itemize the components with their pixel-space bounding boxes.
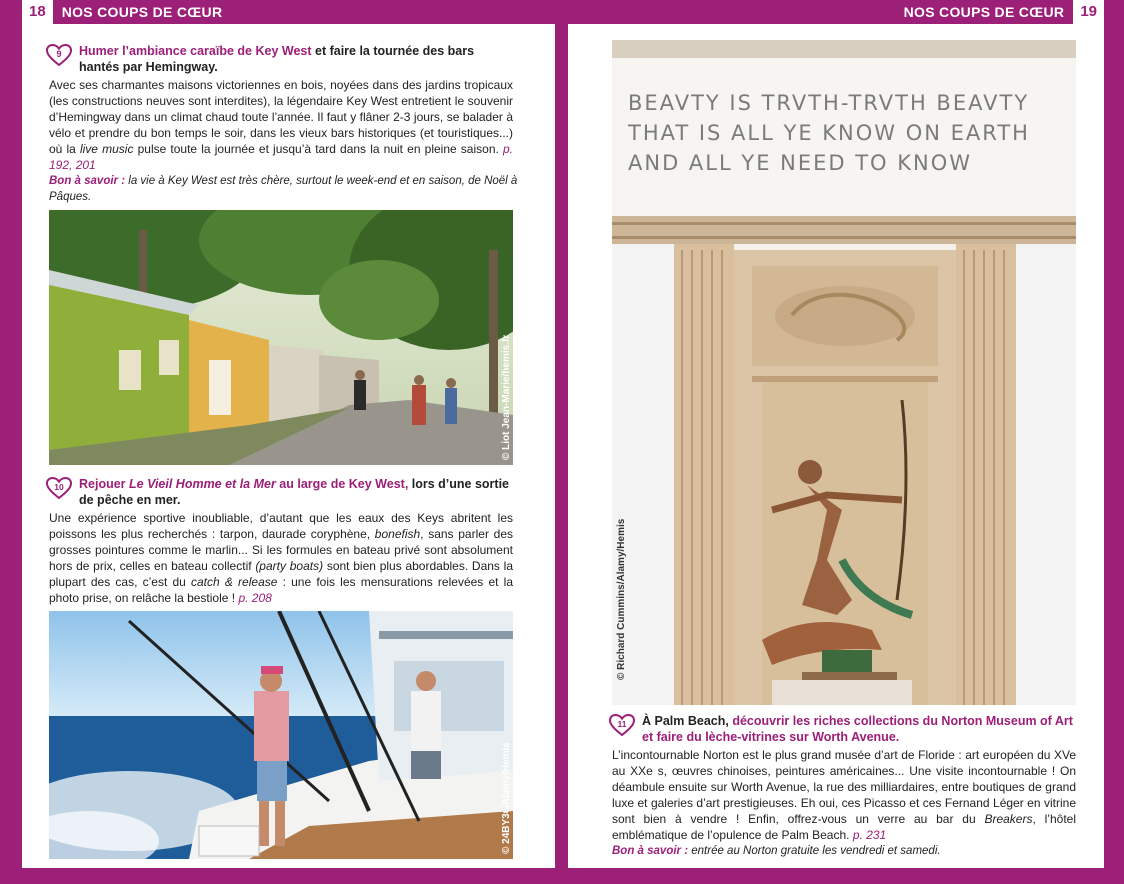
fishing-boat-photo [49, 611, 513, 859]
photo-credit: © Liot Jean-Marie/hemis.fr [501, 334, 512, 460]
item-10 [46, 476, 514, 508]
heart-number-icon [609, 714, 635, 736]
norton-museum-facade-photo [612, 40, 1076, 705]
item-body: Une expérience sportive inoubliable, d’autant que les eaux des Keys abritent les poissons les plus recherchés : tarpon, daurade coryphène, bonefish, sans parler des grosses pointures comme le marlin... Si les formules en bateau privé sont absolument hors de prix, celles en bateau collectif (party boats) sont bien plus abordables. Dans la plupart des cas, c’est du catch & release : une fois les mensurations relevées et la photo prise, on relâche la bestiole ! p. 208 [49, 511, 514, 605]
museum-inscription: BEAVTY IS TRVTH-TRVTH BEAVTY THAT IS ALL YE KNOW ON EARTH AND ALL YE NEED TO KNOW [628, 91, 1030, 175]
item-body: Avec ses charmantes maisons victoriennes en bois, noyées dans des jardins tropicaux (les constructions neuves sont interdites), la légendaire Key West entretient le souvenir d’Hemingway dans un climat chaud toute l’année. Il faut y flâner 2-3 jours, se balader à vélo et prendre du bon temps le soir, dans les vieux bars historiques (et touristiques...) où la live music pulse toute la journée et jusqu’à tard dans la nuit en pleine saison. p. 192, 201 [49, 78, 513, 172]
photo-credit: © Richard Cummins/Alamy/Hemis [616, 518, 627, 680]
item-number: 9 [56, 49, 62, 59]
page-reference: p. 208 [238, 591, 272, 605]
photo-credit: © 24BY36/Alamy/Hemis [501, 742, 512, 854]
item-title: À Palm Beach, découvrir les riches collections du Norton Museum of Art et faire du lèche-vitrines sur Worth Avenue. [642, 714, 1073, 744]
item-title: Humer l’ambiance caraïbe de Key West et faire la tournée des bars hantés par Hemingway. [79, 44, 475, 74]
item-11 [609, 713, 1079, 745]
right-section-title: NOS COUPS DE CŒUR [903, 4, 1065, 20]
heart-number-icon [46, 44, 72, 66]
page-reference: p. 231 [852, 828, 887, 842]
right-page-number: 19 [1073, 0, 1104, 24]
tip-note: Bon à savoir : la vie à Key West est très chère, surtout le week-end et en saison, de Noël à Pâques. [49, 175, 518, 203]
item-number: 11 [617, 719, 627, 729]
tip-note: Bon à savoir : entrée au Norton gratuite les vendredi et samedi. [612, 845, 941, 857]
item-9 [46, 43, 514, 75]
item-number: 10 [54, 482, 64, 492]
page-reference: p. 192, 201 [49, 142, 513, 172]
left-page [22, 24, 555, 868]
right-page [568, 24, 1104, 868]
item-body: L’incontournable Norton est le plus grand musée d’art de Floride : art européen du XVe au XXe s, œuvres chinoises, peintures américaines... Une visite incontournable ! On déambule ensuite sur Worth Avenue, la rue des milliardaires, entre boutiques de grand luxe et galeries d’art prestigieuses. Eh oui, ces Picasso et ces Fernand Léger en vitrine sont bien à vendre ! Enfin, offrez-vous un verre au bar du Breakers, l’hôtel emblématique de l’opulence de Palm Beach. p. 231 [612, 748, 1076, 842]
heart-number-icon [46, 477, 72, 499]
right-page-header [562, 0, 1124, 24]
left-page-number: 18 [22, 0, 53, 24]
left-section-title: NOS COUPS DE CŒUR [61, 4, 223, 20]
item-title: Rejouer Le Vieil Homme et la Mer au large de Key West, lors d’une sortie de pêche en mer. [79, 477, 510, 507]
key-west-street-photo [49, 210, 513, 465]
left-page-header [0, 0, 562, 24]
